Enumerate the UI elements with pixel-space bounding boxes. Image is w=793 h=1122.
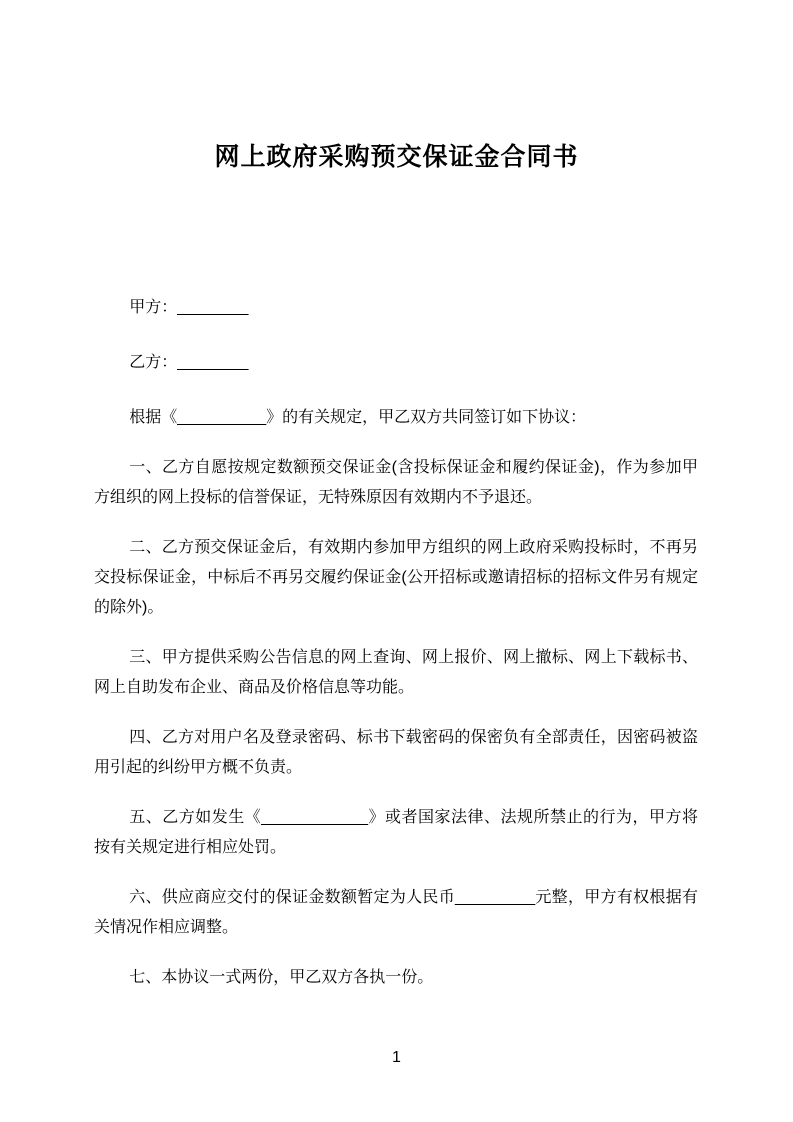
document-body xyxy=(94,293,698,993)
clause-2: 二、乙方预交保证金后，有效期内参加甲方组织的网上政府采购投标时，不再另交投标保证金，中标后不再另交履约保证金(公开招标或邀请招标的招标文件另有规定的除外)。 xyxy=(94,539,698,616)
page-number: 1 xyxy=(392,1049,401,1066)
clause-1: 一、乙方自愿按规定数额预交保证金(含投标保证金和履约保证金)，作为参加甲方组织的网上投标的信誉保证，无特殊原因有效期内不予退还。 xyxy=(94,459,698,506)
clause-6: 六、供应商应交付的保证金数额暂定为人民币_________元整，甲方有权根据有关情况作相应调整。 xyxy=(94,889,698,936)
clause-4: 四、乙方对用户名及登录密码、标书下载密码的保密负有全部责任，因密码被盗用引起的纠纷甲方概不负责。 xyxy=(94,729,698,776)
intro-line: 根据《__________》的有关规定，甲乙双方共同签订如下协议： xyxy=(129,409,587,426)
clause-7: 七、本协议一式两份，甲乙双方各执一份。 xyxy=(129,969,434,986)
clause-3: 三、甲方提供采购公告信息的网上查询、网上报价、网上撤标、网上下载标书、网上自助发布企业、商品及价格信息等功能。 xyxy=(94,649,698,696)
party-a-line: 甲方：________ xyxy=(129,299,249,316)
party-b-line: 乙方：________ xyxy=(129,354,249,371)
clause-5: 五、乙方如发生《____________》或者国家法律、法规所禁止的行为，甲方将按有关规定进行相应处罚。 xyxy=(94,809,698,856)
document-title: 网上政府采购预交保证金合同书 xyxy=(214,143,579,171)
